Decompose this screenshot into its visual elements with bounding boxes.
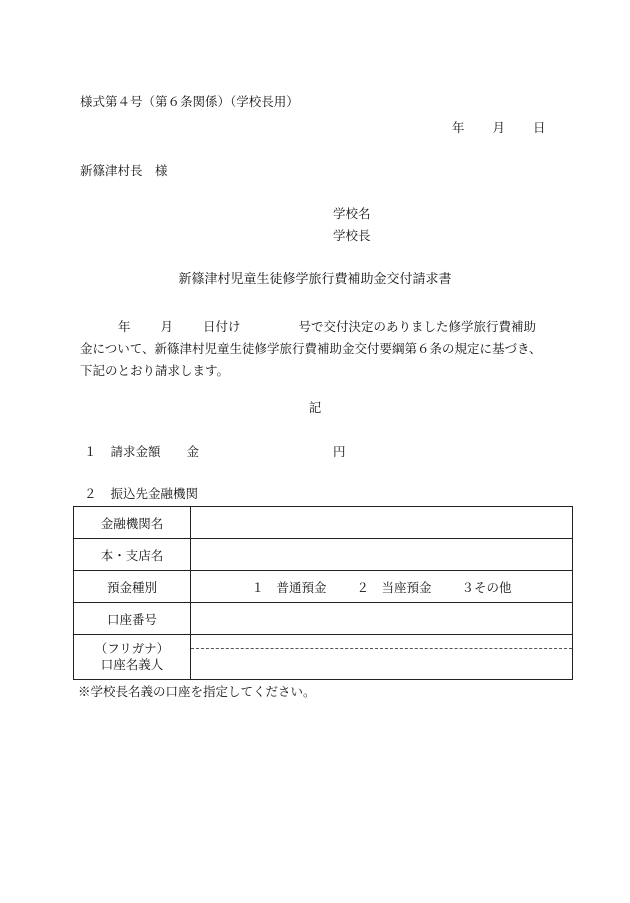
item2-label: 振込先金融機関 — [110, 486, 199, 501]
body-line-3: 下記のとおり請求します。 — [80, 363, 230, 378]
table-row — [74, 539, 573, 571]
table-row — [74, 571, 573, 603]
account-number-label: 口座番号 — [74, 603, 191, 635]
deposit-option-other[interactable]: ３その他 — [461, 579, 512, 595]
table-row — [74, 507, 573, 539]
bank-info-table — [73, 506, 573, 680]
item1-number: １ — [84, 444, 97, 459]
deposit-type-options — [191, 571, 573, 603]
body-year: 年 — [118, 319, 131, 334]
date-line — [452, 122, 546, 135]
bank-name-field[interactable] — [191, 507, 573, 539]
bank-name-label: 金融機関名 — [74, 507, 191, 539]
note-text: ※学校長名義の口座を指定してください。 — [78, 684, 316, 699]
item1-prefix: 金 — [186, 444, 200, 459]
furigana-label: （フリガナ） — [94, 641, 170, 656]
form-number: 様式第４号（第６条関係）（学校長用） — [80, 94, 299, 109]
body-month: 月 — [160, 319, 174, 334]
body-day: 日付け — [203, 319, 241, 334]
account-number-field[interactable] — [191, 603, 573, 635]
body-line-1 — [80, 316, 558, 338]
date-year-label: 年 — [452, 120, 465, 135]
date-day-label: 日 — [533, 120, 546, 135]
account-holder-label-cell — [74, 635, 191, 680]
table-row — [74, 603, 573, 635]
school-name-label: 学校名 — [333, 206, 371, 221]
account-holder-field[interactable] — [191, 635, 573, 680]
body-number-text: 号で交付決定のありました修学旅行費補助 — [298, 319, 537, 334]
table-row — [74, 635, 573, 680]
account-holder-label: 口座名義人 — [100, 657, 164, 672]
branch-name-label: 本・支店名 — [74, 539, 191, 571]
item-bank-heading — [84, 488, 198, 501]
furigana-divider — [191, 648, 572, 649]
item2-number: ２ — [84, 486, 97, 501]
request-body-text — [80, 316, 558, 382]
addressee: 新篠津村長 様 — [80, 163, 168, 178]
body-line-2: 金について、新篠津村児童生徒修学旅行費補助金交付要綱第６条の規定に基づき、 — [80, 341, 542, 356]
document-title: 新篠津村児童生徒修学旅行費補助金交付請求書 — [178, 272, 452, 287]
item1-unit: 円 — [333, 444, 346, 459]
date-month-label: 月 — [492, 120, 506, 135]
principal-label: 学校長 — [333, 228, 371, 243]
item-request-amount — [84, 446, 346, 459]
branch-name-field[interactable] — [191, 539, 573, 571]
deposit-option-checking[interactable]: ２ 当座預金 — [356, 579, 432, 595]
item1-label: 請求金額 — [110, 444, 161, 459]
deposit-type-label: 預金種別 — [74, 571, 191, 603]
ki-heading: 記 — [308, 400, 322, 415]
deposit-option-ordinary[interactable]: １ 普通預金 — [251, 579, 327, 595]
